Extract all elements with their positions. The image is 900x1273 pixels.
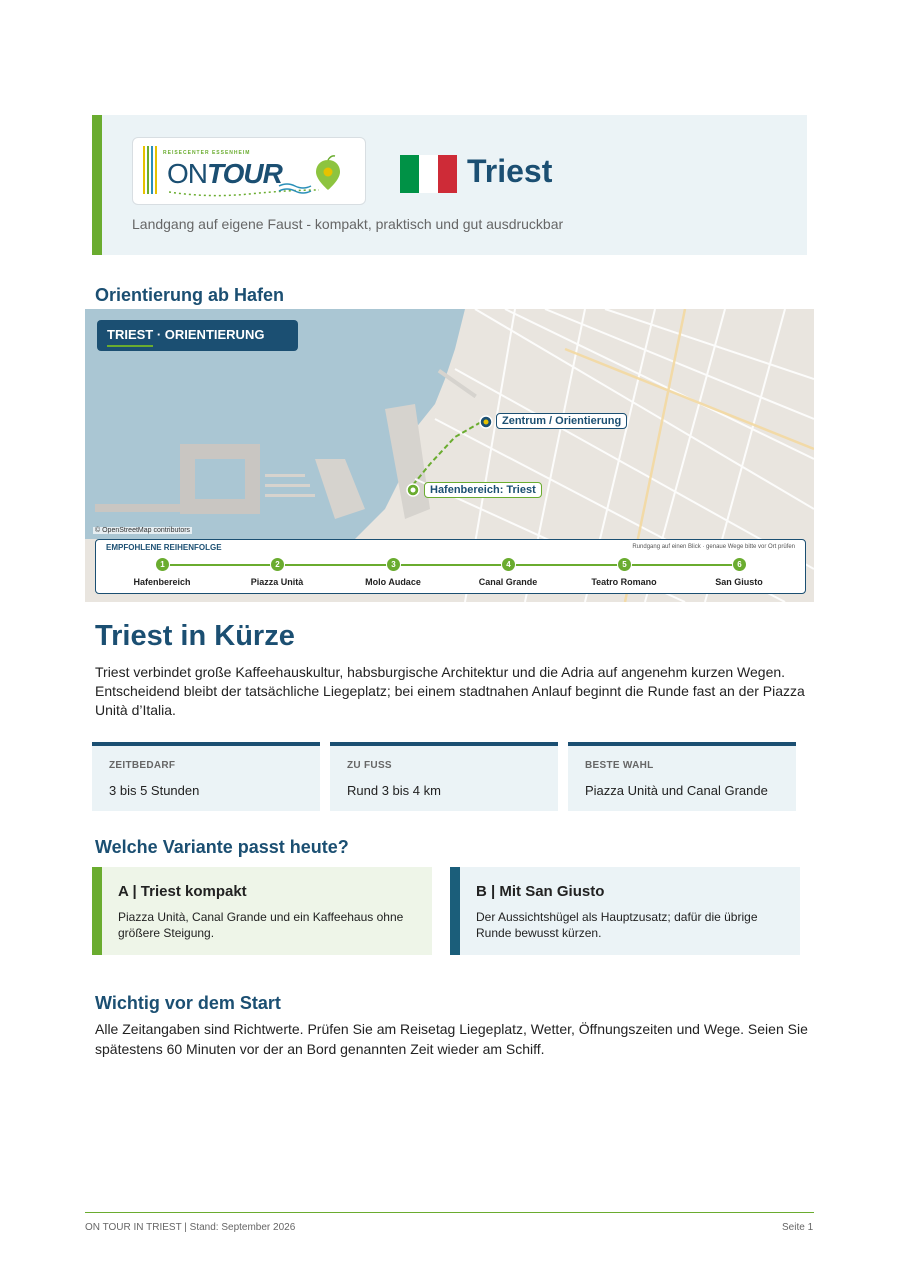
important-text: Alle Zeitangaben sind Richtwerte. Prüfen Sie am Reisetag Liegeplatz, Wetter, Öffnungszeiten und Wege. Seien Sie spätestens 60 Minuten vor der an Bord genannten Zeit wieder am Schiff. xyxy=(95,1021,808,1057)
orientation-map[interactable] xyxy=(85,309,814,602)
logo-stripes-icon xyxy=(141,146,163,196)
step-3-marker: 3 xyxy=(386,557,401,572)
center-pin-icon[interactable] xyxy=(479,415,493,429)
italy-flag-icon xyxy=(400,155,457,193)
fact-label: BESTE WAHL xyxy=(585,760,654,771)
page-number: Seite 1 xyxy=(782,1222,814,1233)
variant-title: B | Mit San Giusto xyxy=(476,883,605,900)
on-tour-logo xyxy=(132,137,366,205)
center-pin-label[interactable]: Zentrum / Orientierung xyxy=(496,413,627,429)
step-6-marker: 6 xyxy=(732,557,747,572)
important-heading: Wichtig vor dem Start xyxy=(95,993,281,1013)
logo-map-pin-icon xyxy=(315,154,341,192)
variant-title: A | Triest kompakt xyxy=(118,883,247,900)
step-5-marker: 5 xyxy=(617,557,632,572)
fact-value: 3 bis 5 Stunden xyxy=(109,783,200,798)
summary-intro: Triest verbindet große Kaffeehauskultur, habsburgische Architektur und die Adria auf angenehm kurzen Wegen. Entscheidend bleibt der tatsächliche Liegeplatz; bei einem stadtnahen Anlauf beginnt die Runde fast an der Piazza Unità d’Italia. xyxy=(95,664,805,718)
map-title-box xyxy=(97,320,298,351)
header-accent-bar xyxy=(92,115,102,255)
logo-small-text: REISECENTER ESSENHEIM xyxy=(163,150,251,156)
variant-card-b xyxy=(450,867,800,955)
variant-text: Der Aussichtshügel als Hauptzusatz; dafür die übrige Runde bewusst kürzen. xyxy=(476,910,758,940)
step-1-marker: 1 xyxy=(155,557,170,572)
fact-value: Piazza Unità und Canal Grande xyxy=(585,783,768,798)
footer-text: ON TOUR IN TRIEST | Stand: September 2026 xyxy=(85,1222,296,1233)
step-3-label: Molo Audace xyxy=(365,577,421,587)
step-4-marker: 4 xyxy=(501,557,516,572)
logo-on-text: ON xyxy=(167,158,207,189)
variant-text: Piazza Unità, Canal Grande und ein Kaffeehaus ohne größere Steigung. xyxy=(118,910,404,940)
summary-title: Triest in Kürze xyxy=(95,620,295,652)
fact-card-best-choice xyxy=(568,742,796,811)
logo-wave-icon xyxy=(169,176,319,198)
step-1-label: Hafenbereich xyxy=(133,577,191,587)
step-4-label: Canal Grande xyxy=(478,577,538,587)
variant-accent-bar xyxy=(92,867,102,955)
header-tagline: Landgang auf eigene Faust - kompakt, praktisch und gut ausdruckbar xyxy=(132,216,564,232)
sequence-line xyxy=(162,564,739,566)
variants-heading: Welche Variante passt heute? xyxy=(95,837,349,857)
logo-tour-text: TOUR xyxy=(207,158,282,189)
header-banner xyxy=(92,115,807,255)
variant-card-a xyxy=(92,867,432,955)
step-2-label: Piazza Unità xyxy=(250,577,304,587)
step-2-marker: 2 xyxy=(270,557,285,572)
map-section-heading: Orientierung ab Hafen xyxy=(95,285,285,305)
step-6-label: San Giusto xyxy=(715,577,763,587)
fact-card-walking xyxy=(330,742,558,811)
variant-accent-bar xyxy=(450,867,460,955)
sequence-note: Rundgang auf einen Blick · genaue Wege bitte vor Ort prüfen xyxy=(632,544,795,550)
fact-value: Rund 3 bis 4 km xyxy=(347,783,441,798)
fact-card-time xyxy=(92,742,320,811)
harbour-pin-label[interactable]: Hafenbereich: Triest xyxy=(424,482,542,498)
sequence-title: EMPFOHLENE REIHENFOLGE xyxy=(106,543,222,552)
harbour-pin-icon[interactable] xyxy=(406,483,420,497)
map-attribution: © OpenStreetMap contributors xyxy=(95,527,191,534)
fact-label: ZU FUSS xyxy=(347,760,392,771)
footer-divider xyxy=(85,1212,814,1213)
step-5-label: Teatro Romano xyxy=(591,577,657,587)
map-title: TRIEST · ORIENTIERUNG xyxy=(107,327,265,342)
city-title: Triest xyxy=(467,153,553,189)
fact-label: ZEITBEDARF xyxy=(109,760,176,771)
sequence-panel xyxy=(95,539,806,594)
map-title-underline xyxy=(107,345,153,347)
